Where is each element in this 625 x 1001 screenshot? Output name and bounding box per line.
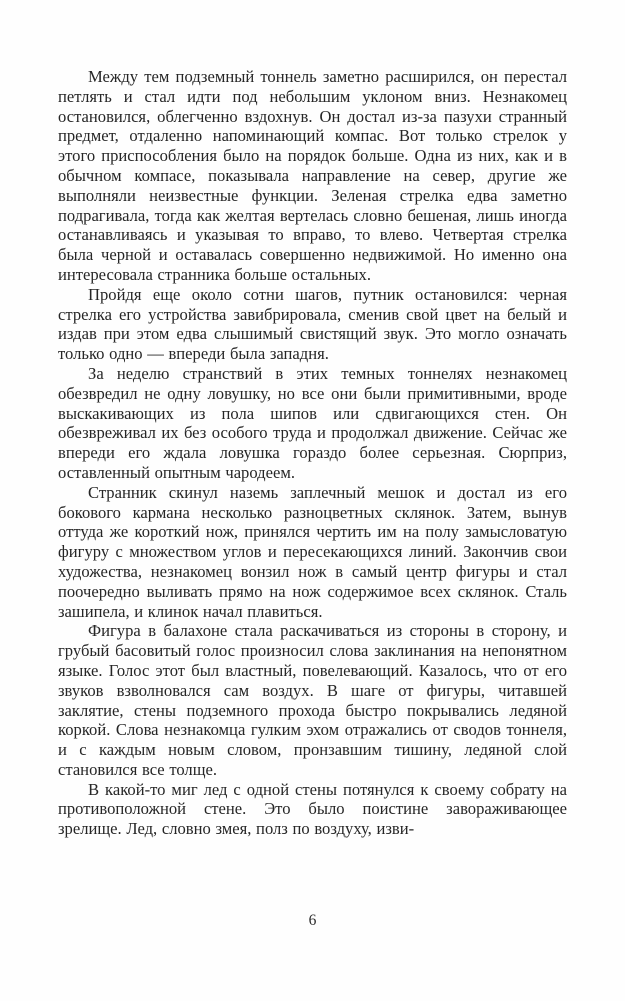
paragraph-3: За неделю странствий в этих темных тоннелях незнакомец обезвредил не одну ловушку, но все они были примитивными, вроде выскакивающих из пола шипов или сдвигающихся стен. Он обезвреживал их без особого труда и продолжал движение. Сейчас же впереди его ждала ловушка гораздо более серьезная. Сюрприз, оставленный опытным чародеем. (58, 363, 567, 482)
paragraph-2: Пройдя еще около сотни шагов, путник остановился: черная стрелка его устройства завибрировала, сменив свой цвет на белый и издав при этом едва слышимый свистящий звук. Это могло означать только одно — впереди была западня. (58, 284, 567, 364)
paragraph-6: В какой-то миг лед с одной стены потянулся к своему собрату на противоположной стене. Это было поистине завораживающее зрелище. Лед, словно змея, полз по воздуху, изви- (58, 779, 567, 839)
page-text-block (58, 67, 567, 839)
paragraph-1: Между тем подземный тоннель заметно расширился, он перестал петлять и стал идти под небольшим уклоном вниз. Незнакомец остановился, облегченно вздохнув. Он достал из-за пазухи странный предмет, отдаленно напоминающий компас. Вот только стрелок у этого приспособления было на порядок больше. Одна из них, как и в обычном компасе, показывала направление на север, другие же выполняли неизвестные функции. Зеленая стрелка едва заметно подрагивала, тогда как желтая вертелась словно бешеная, лишь иногда останавливаясь и указывая то вправо, то влево. Четвертая стрелка была черной и оставалась совершенно недвижимой. Но именно она интересовала странника больше остальных. (58, 67, 567, 284)
paragraph-5: Фигура в балахоне стала раскачиваться из стороны в сторону, и грубый басовитый голос произносил слова заклинания на непонятном языке. Голос этот был властный, повелевающий. Казалось, что от его звуков взволновался сам воздух. В шаге от фигуры, читавшей заклятие, стены подземного прохода быстро покрывались ледяной коркой. Слова незнакомца гулким эхом отражались от сводов тоннеля, и с каждым новым словом, пронзавшим тишину, ледяной слой становился все толще. (58, 621, 567, 779)
paragraph-4: Странник скинул наземь заплечный мешок и достал из его бокового кармана несколько разноцветных склянок. Затем, вынув оттуда же короткий нож, принялся чертить им на полу замысловатую фигуру с множеством углов и пересекающихся линий. Закончив свои художества, незнакомец вонзил нож в самый центр фигуры и стал поочередно выливать прямо на нож содержимое всех склянок. Сталь зашипела, и клинок начал плавиться. (58, 482, 567, 621)
page-number: 6 (308, 912, 317, 929)
